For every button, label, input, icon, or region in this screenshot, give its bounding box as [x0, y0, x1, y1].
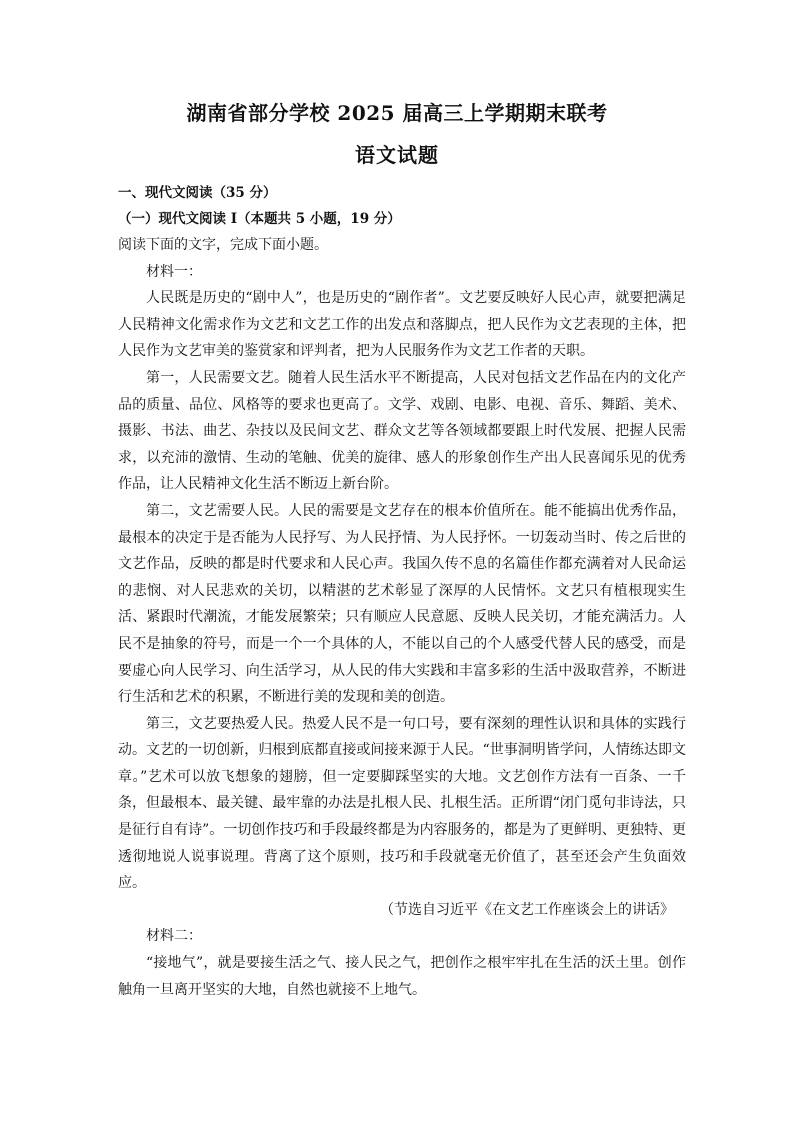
exam-subject: 语文试题 — [355, 143, 439, 167]
exam-title: 湖南省部分学校 2025 届高三上学期期末联考 — [186, 101, 608, 125]
material-one-label: 材料一： — [146, 263, 202, 280]
material-two-paragraph-1: “接地气”，就是要接生活之气、接人民之气，把创作之根牢牢扎在生活的沃土里。创作触角一旦离开坚实的大地，自然也就接不上地气。 — [118, 955, 686, 998]
instruction: 阅读下面的文字，完成下面小题。 — [118, 237, 328, 253]
material-one-source: （节选自习近平《在文艺工作座谈会上的讲话》 — [380, 901, 674, 918]
material-one-paragraph-3: 第二，文艺需要人民。人民的需要是文艺存在的根本价值所在。能不能搞出优秀作品，最根本的决定于是否能为人民抒写、为人民抒情、为人民抒怀。一切轰动当时、传之后世的文艺作品，反映的都是时代要求和人民心声。我国久传不息的名篇佳作都充满着对人民命运的悲悯、对人民悲欢的关切，以精湛的艺术彰显了深厚的人民情怀。文艺只有植根现实生活、紧跟时代潮流，才能发展繁荣；只有顺应人民意愿、反映人民关切，才能充满活力。人民不是抽象的符号，而是一个一个具体的人，不能以自己的个人感受代替人民的感受，而是要虚心向人民学习、向生活学习，从人民的伟大实践和丰富多彩的生活中汲取营养，不断进行生活和艺术的积累，不断进行美的发现和美的创造。 — [118, 502, 686, 706]
material-one-paragraph-1: 人民既是历史的“剧中人”，也是历史的“剧作者”。文艺要反映好人民心声，就要把满足人民精神文化需求作为文艺和文艺工作的出发点和落脚点，把人民作为文艺表现的主体，把人民作为文艺审美的鉴赏家和评判者，把为人民服务作为文艺工作者的天职。 — [118, 290, 686, 360]
material-two-label: 材料二： — [146, 928, 202, 945]
material-one-paragraph-2: 第一，人民需要文艺。随着人民生活水平不断提高，人民对包括文艺作品在内的文化产品的质量、品位、风格等的要求也更高了。文学、戏剧、电影、电视、音乐、舞蹈、美术、摄影、书法、曲艺、杂技以及民间文艺、群众文艺等各领域都要跟上时代发展、把握人民需求，以充沛的激情、生动的笔触、优美的旋律、感人的形象创作生产出人民喜闻乐见的优秀作品，让人民精神文化生活不断迈上新台阶。 — [118, 369, 686, 493]
sub-heading: （一）现代文阅读 I（本题共 5 小题，19 分） — [118, 211, 401, 227]
exam-content — [118, 180, 686, 1003]
part-heading: 一、现代文阅读（35 分） — [118, 185, 277, 201]
material-one-paragraph-4: 第三，文艺要热爱人民。热爱人民不是一句口号，要有深刻的理性认识和具体的实践行动。文艺的一切创新，归根到底都直接或间接来源于人民。“世事洞明皆学问，人情练达即文章。”艺术可以放飞想象的翅膀，但一定要脚踩坚实的大地。文艺创作方法有一百条、一千条，但最根本、最关键、最牢靠的办法是扎根人民、扎根生活。正所谓“闭门觅句非诗法，只是征行自有诗”。一切创作技巧和手段最终都是为内容服务的，都是为了更鲜明、更独特、更透彻地说人说事说理。背离了这个原则，技巧和手段就毫无价值了，甚至还会产生负面效应。 — [118, 715, 686, 892]
